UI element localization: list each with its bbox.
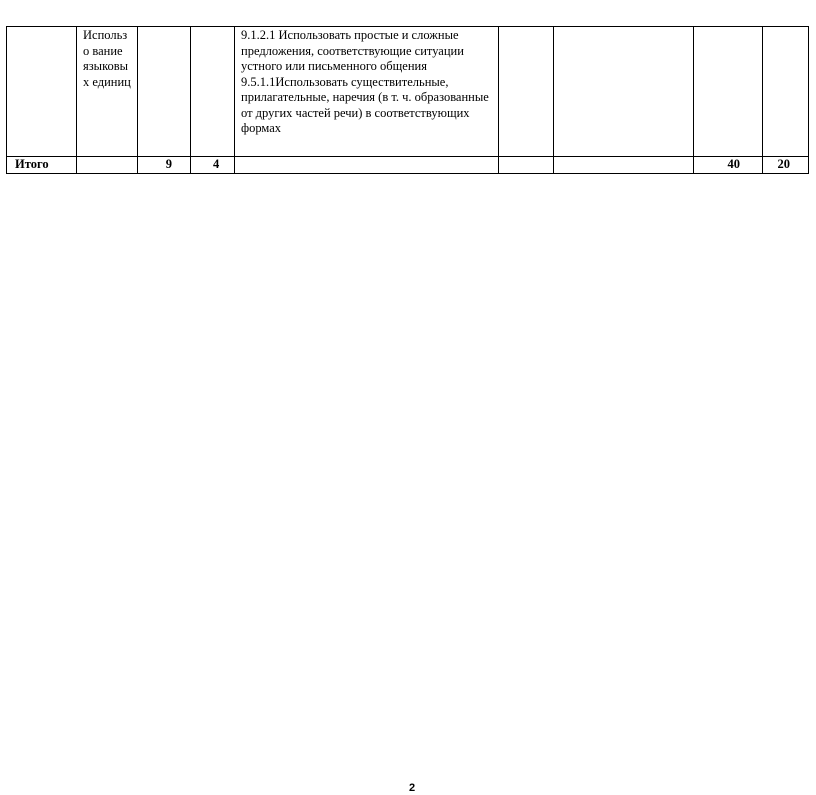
total-score-a: 40 [694, 157, 763, 174]
table-cell [77, 157, 138, 174]
table-cell [763, 27, 809, 157]
total-row [7, 157, 809, 174]
learning-objectives-cell [235, 27, 499, 157]
total-hours-a: 9 [138, 157, 191, 174]
total-label: Итого [7, 157, 77, 174]
learning-objective: 9.1.2.1 Использовать простые и сложные предложения, соответствующие ситуации устного или письменного общения [241, 28, 464, 73]
assessment-table [6, 26, 809, 174]
page-number: 2 [408, 782, 416, 794]
table-cell [7, 27, 77, 157]
table-cell [499, 27, 554, 157]
table-cell [694, 27, 763, 157]
table-cell [554, 157, 694, 174]
total-score-b: 20 [763, 157, 809, 174]
table-cell [191, 27, 235, 157]
table-row [7, 27, 809, 157]
table-cell [235, 157, 499, 174]
table-cell [554, 27, 694, 157]
total-hours-b: 4 [191, 157, 235, 174]
topic-cell: Использо вание языковых единиц [77, 27, 138, 157]
table-cell [499, 157, 554, 174]
table-cell [138, 27, 191, 157]
learning-objective: 9.5.1.1Использовать существительные, прилагательные, наречия (в т. ч. образованные от других частей речи) в соответствующих формах [241, 74, 489, 135]
